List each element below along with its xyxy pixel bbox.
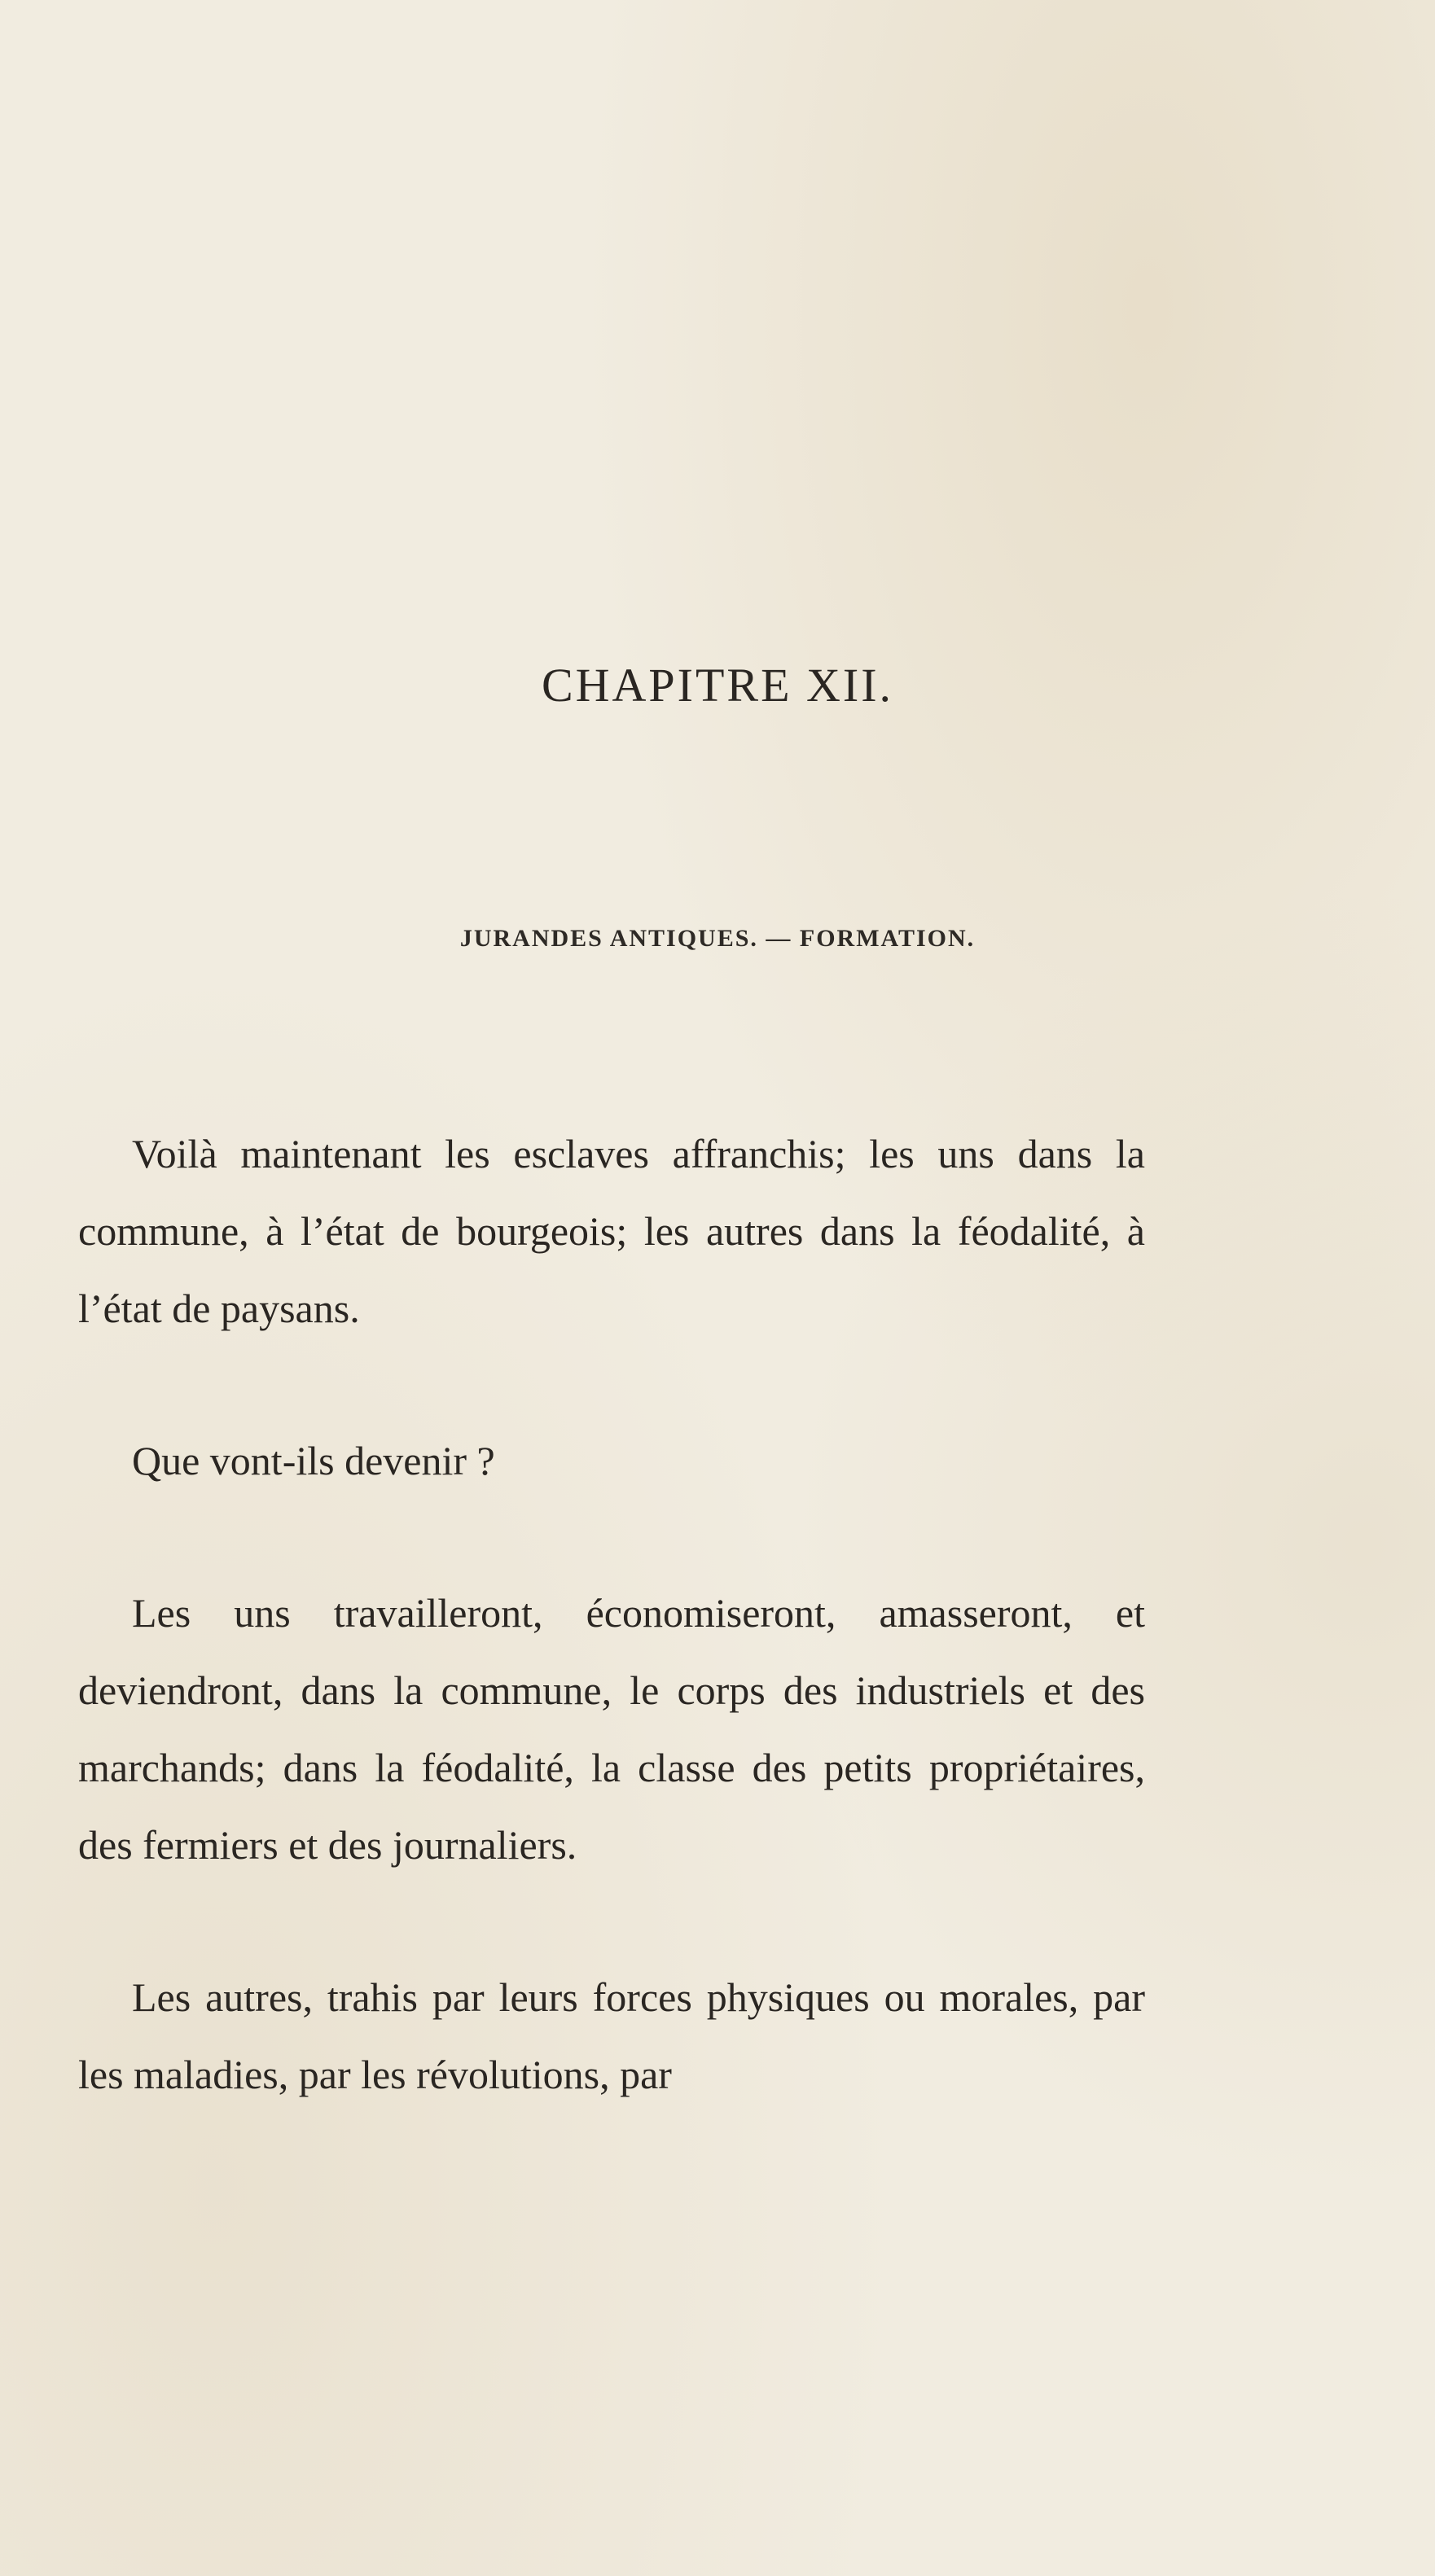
paragraph: Voilà maintenant les esclaves affranchis; les uns dans la commune, à l’état de bourgeois; les autres dans la féodalité, à l’état de paysans. xyxy=(78,1131,1145,1331)
body-text xyxy=(78,1115,1145,2114)
chapter-title: CHAPITRE XII. xyxy=(541,659,894,712)
paragraph: Les uns travailleront, économiseront, amasseront, et deviendront, dans la commune, le corps des industriels et des marchands; dans la féodalité, la classe des petits propriétaires, des fermiers et des journaliers. xyxy=(78,1590,1145,1868)
paragraph: Les autres, trahis par leurs forces physiques ou morales, par les maladies, par les révolutions, par xyxy=(78,1974,1145,2097)
chapter-subtitle: JURANDES ANTIQUES. — FORMATION. xyxy=(459,925,976,952)
paragraph: Que vont-ils devenir ? xyxy=(132,1438,495,1483)
